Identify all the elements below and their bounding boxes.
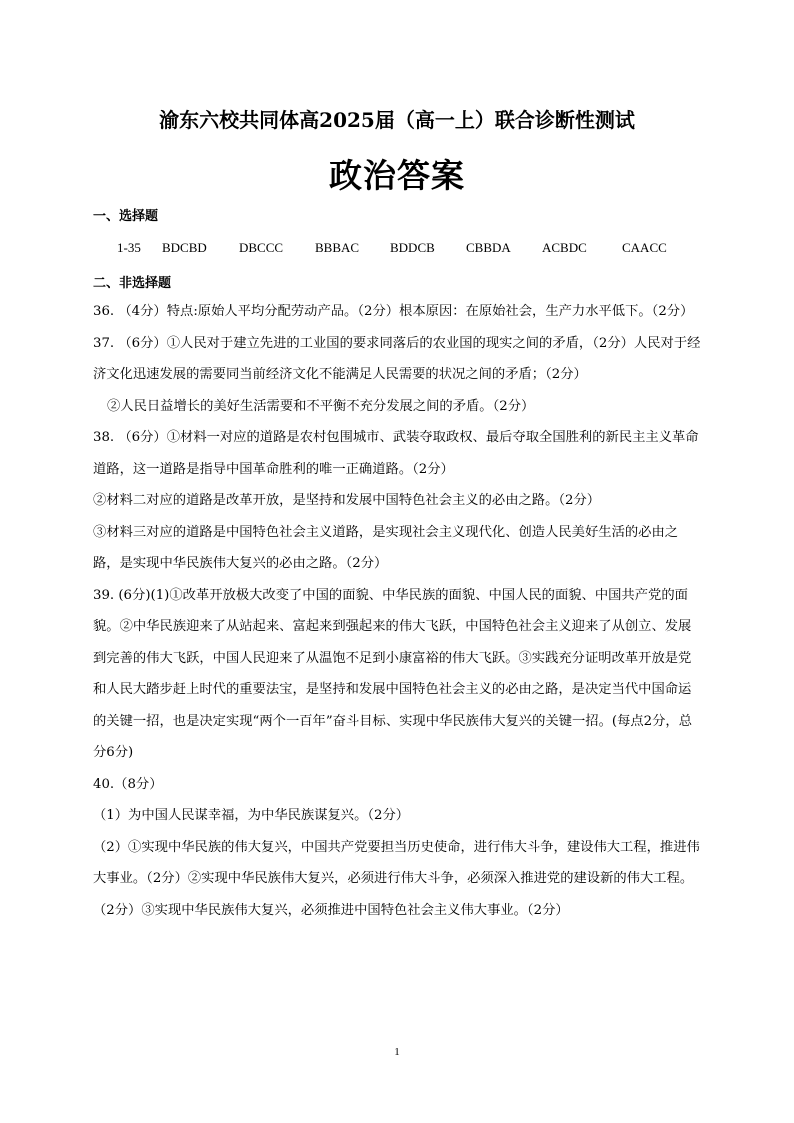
choice-group: BBBAC	[315, 240, 360, 255]
choice-group: CAACC	[622, 240, 667, 255]
answer-body	[93, 296, 703, 926]
answer-39: 39. (6分)(1)①改革开放极大改变了中国的面貌、中华民族的面貌、中国人民的面貌、中国共产党的面貌。②中华民族迎来了从站起来、富起来到强起来的伟大飞跃，中国特色社会主义迎来了从创立、发展到完善的伟大飞跃，中国人民迎来了从温饱不足到小康富裕的伟大飞跃。③实践充分证明改革开放是党和人民大踏步赶上时代的重要法宝，是坚持和发展中国特色社会主义的必由之路，是决定当代中国命运的关键一招，也是决定实现“两个一百年”奋斗目标、实现中华民族伟大复兴的关键一招。(每点2分，总分6分)	[93, 587, 693, 760]
choice-group: ACBDC	[542, 240, 587, 255]
choice-range: 1-35	[117, 240, 141, 255]
answer-38-part-3: ③材料三对应的道路是中国特色社会主义道路，是实现社会主义现代化、创造人民美好生活的必由之路，是实现中华民族伟大复兴的必由之路。（2分）	[93, 524, 679, 571]
answer-38-part-2: ②材料二对应的道路是改革开放，是坚持和发展中国特色社会主义的必由之路。（2分）	[93, 493, 601, 508]
page-title: 政治答案	[329, 156, 465, 195]
page-number: 1	[394, 1046, 400, 1058]
answer-37-part-1: 37. （6分）①人民对于建立先进的工业国的要求同落后的农业国的现实之间的矛盾，（2分）人民对于经济文化迅速发展的需要同当前经济文化不能满足人民需要的状况之间的矛盾；（2分）	[93, 335, 701, 382]
choice-group: DBCCC	[239, 240, 284, 255]
answer-40-part-2: （2）①实现中华民族的伟大复兴，中国共产党要担当历史使命，进行伟大斗争，建设伟大工程，推进伟大事业。（2分）②实现中华民族伟大复兴，必须进行伟大斗争，必须深入推进党的建设新的伟大工程。（2分）③实现中华民族伟大复兴，必须推进中国特色社会主义伟大事业。（2分）	[93, 839, 700, 918]
choice-group: BDCBD	[162, 240, 207, 255]
answer-38-part-1: 38. （6分）①材料一对应的道路是农村包围城市、武装夺取政权、最后夺取全国胜利的新民主主义革命道路，这一道路是指导中国革命胜利的唯一正确道路。（2分）	[93, 430, 699, 477]
answer-37-part-2: ②人民日益增长的美好生活需要和不平衡不充分发展之间的矛盾。（2分）	[107, 398, 535, 414]
answer-40-heading: 40.（8分）	[93, 776, 163, 792]
section-heading-non-choice: 二、非选择题	[93, 276, 172, 291]
choice-group: BDDCB	[390, 240, 435, 255]
choice-group: CBBDA	[466, 240, 511, 255]
answer-40-part-1: （1）为中国人民谋幸福，为中华民族谋复兴。（2分）	[93, 808, 410, 823]
answer-36: 36. （4分）特点:原始人平均分配劳动产品。（2分）根本原因：在原始社会，生产力水平低下。（2分）	[93, 304, 694, 319]
section-heading-choice: 一、选择题	[93, 209, 159, 224]
exam-title: 渝东六校共同体高2025届（高一上）联合诊断性测试	[159, 108, 635, 132]
